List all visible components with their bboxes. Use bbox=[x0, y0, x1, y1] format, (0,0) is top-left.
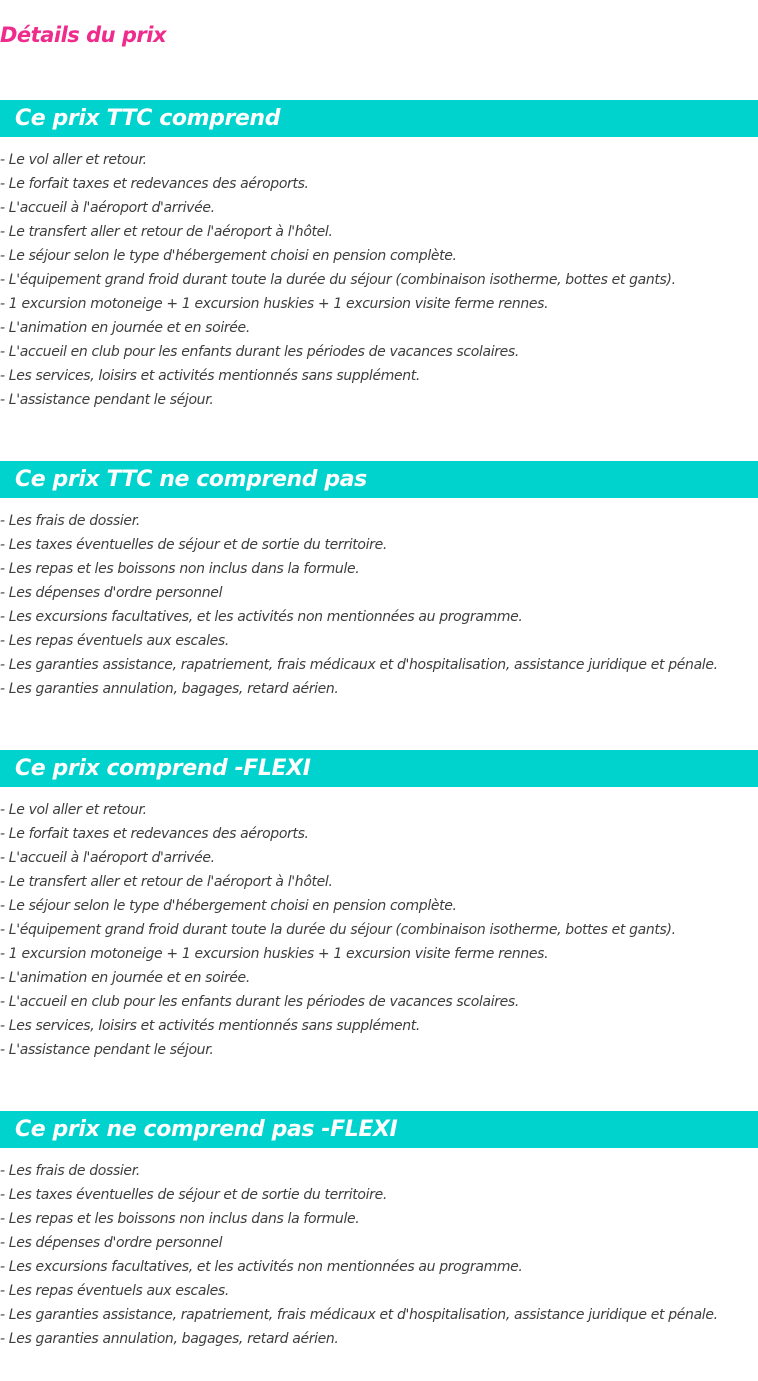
section-includes-flexi bbox=[0, 750, 758, 1062]
list-item: - Les repas et les boissons non inclus dans la formule. bbox=[0, 561, 360, 577]
section-header: Ce prix ne comprend pas -FLEXI bbox=[0, 1111, 758, 1148]
list-item: - Le forfait taxes et redevances des aéroports. bbox=[0, 176, 309, 192]
section-header: Ce prix TTC ne comprend pas bbox=[0, 461, 758, 498]
section-excludes-flexi bbox=[0, 1111, 758, 1351]
list-item: - Les frais de dossier. bbox=[0, 1163, 140, 1179]
list-item: - L'accueil à l'aéroport d'arrivée. bbox=[0, 850, 215, 866]
list-item: - L'assistance pendant le séjour. bbox=[0, 1042, 214, 1058]
list-item: - Les garanties annulation, bagages, retard aérien. bbox=[0, 1331, 339, 1347]
list-item: - Les taxes éventuelles de séjour et de sortie du territoire. bbox=[0, 1187, 387, 1203]
list-item: - L'accueil à l'aéroport d'arrivée. bbox=[0, 200, 215, 216]
section-includes bbox=[0, 100, 758, 412]
list-item: - L'accueil en club pour les enfants durant les périodes de vacances scolaires. bbox=[0, 994, 519, 1010]
list-item: - Les garanties assistance, rapatriement, frais médicaux et d'hospitalisation, assistance juridique et pénale. bbox=[0, 657, 718, 673]
list-item: - Les repas éventuels aux escales. bbox=[0, 1283, 229, 1299]
list-item: - Les garanties assistance, rapatriement, frais médicaux et d'hospitalisation, assistance juridique et pénale. bbox=[0, 1307, 718, 1323]
list-item: - Les excursions facultatives, et les activités non mentionnées au programme. bbox=[0, 1259, 523, 1275]
list-item: - L'accueil en club pour les enfants durant les périodes de vacances scolaires. bbox=[0, 344, 519, 360]
page-title: Détails du prix bbox=[0, 23, 167, 47]
section-header: Ce prix comprend -FLEXI bbox=[0, 750, 758, 787]
list-item: - Les repas et les boissons non inclus dans la formule. bbox=[0, 1211, 360, 1227]
list-item: - Les garanties annulation, bagages, retard aérien. bbox=[0, 681, 339, 697]
list-item: - Les excursions facultatives, et les activités non mentionnées au programme. bbox=[0, 609, 523, 625]
section-excludes bbox=[0, 461, 758, 701]
item-list bbox=[0, 148, 758, 412]
list-item: - 1 excursion motoneige + 1 excursion huskies + 1 excursion visite ferme rennes. bbox=[0, 296, 549, 312]
list-item: - Le forfait taxes et redevances des aéroports. bbox=[0, 826, 309, 842]
list-item: - Le vol aller et retour. bbox=[0, 802, 147, 818]
item-list bbox=[0, 798, 758, 1062]
list-item: - Le transfert aller et retour de l'aéroport à l'hôtel. bbox=[0, 874, 333, 890]
list-item: - Les services, loisirs et activités mentionnés sans supplément. bbox=[0, 368, 421, 384]
list-item: - Le transfert aller et retour de l'aéroport à l'hôtel. bbox=[0, 224, 333, 240]
item-list bbox=[0, 509, 758, 701]
list-item: - L'animation en journée et en soirée. bbox=[0, 970, 250, 986]
section-header: Ce prix TTC comprend bbox=[0, 100, 758, 137]
item-list bbox=[0, 1159, 758, 1351]
list-item: - L'équipement grand froid durant toute la durée du séjour (combinaison isotherme, bottes et gants). bbox=[0, 272, 676, 288]
list-item: - Les dépenses d'ordre personnel bbox=[0, 585, 223, 601]
list-item: - Les taxes éventuelles de séjour et de sortie du territoire. bbox=[0, 537, 387, 553]
list-item: - Les frais de dossier. bbox=[0, 513, 140, 529]
list-item: - L'animation en journée et en soirée. bbox=[0, 320, 250, 336]
list-item: - Les services, loisirs et activités mentionnés sans supplément. bbox=[0, 1018, 421, 1034]
list-item: - Le séjour selon le type d'hébergement choisi en pension complète. bbox=[0, 248, 457, 264]
list-item: - Les repas éventuels aux escales. bbox=[0, 633, 229, 649]
list-item: - L'assistance pendant le séjour. bbox=[0, 392, 214, 408]
list-item: - 1 excursion motoneige + 1 excursion huskies + 1 excursion visite ferme rennes. bbox=[0, 946, 549, 962]
list-item: - Le vol aller et retour. bbox=[0, 152, 147, 168]
list-item: - Les dépenses d'ordre personnel bbox=[0, 1235, 223, 1251]
list-item: - Le séjour selon le type d'hébergement choisi en pension complète. bbox=[0, 898, 457, 914]
list-item: - L'équipement grand froid durant toute la durée du séjour (combinaison isotherme, bottes et gants). bbox=[0, 922, 676, 938]
